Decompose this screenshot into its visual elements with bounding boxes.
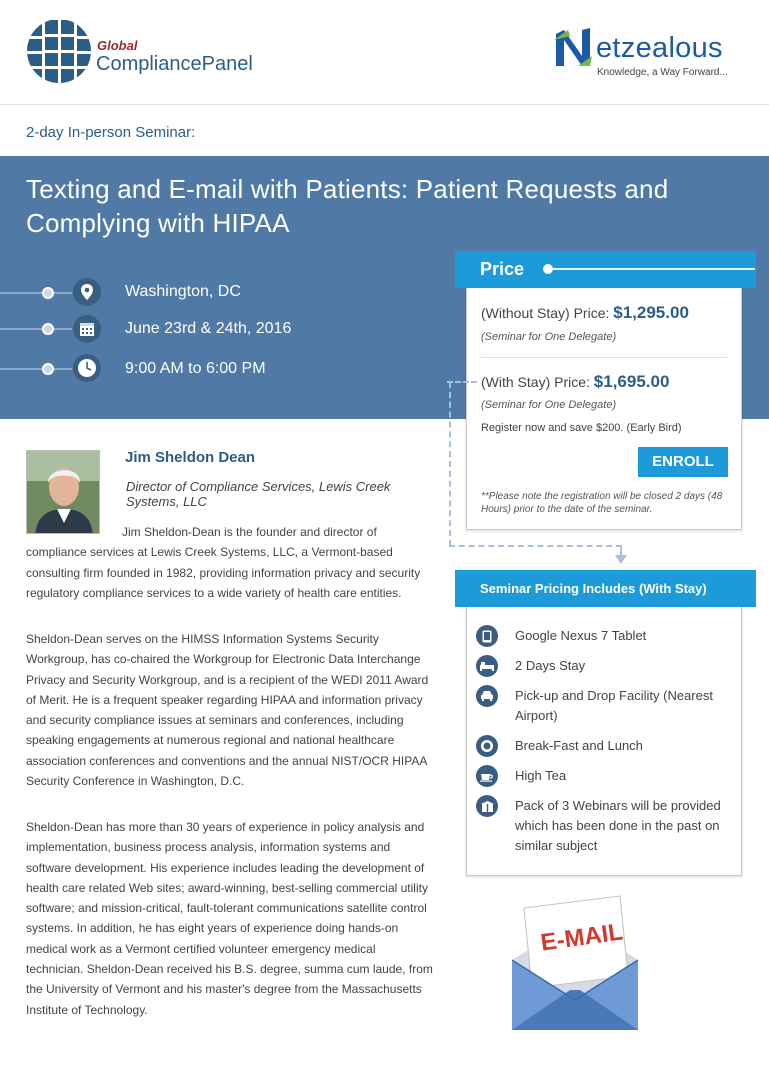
price-without-stay bbox=[481, 303, 689, 323]
early-bird-note: Register now and save $200. (Early Bird) bbox=[481, 422, 682, 434]
dashed-connector bbox=[449, 545, 622, 547]
email-envelope-icon bbox=[500, 890, 650, 1040]
info-dot bbox=[42, 287, 54, 299]
tablet-icon bbox=[476, 625, 498, 647]
registration-closing-note: **Please note the registration will be closed 2 days (48 Hours) prior to the date of the seminar. bbox=[481, 491, 723, 515]
event-date: June 23rd & 24th, 2016 bbox=[125, 320, 292, 337]
price-without-stay-amount: $1,295.00 bbox=[613, 303, 689, 322]
netzealous-logo-icon bbox=[552, 26, 594, 70]
tea-icon bbox=[476, 765, 498, 787]
arrow-down-icon bbox=[615, 555, 627, 564]
speaker-role: Director of Compliance Services, Lewis Creek Systems, LLC bbox=[126, 479, 391, 509]
include-item-label: Google Nexus 7 Tablet bbox=[515, 628, 647, 643]
dashed-connector bbox=[449, 382, 451, 546]
page-title: Texting and E-mail with Patients: Patient Requests and Complying with HIPAA bbox=[26, 174, 669, 238]
info-dot bbox=[42, 323, 54, 335]
price-with-stay bbox=[481, 372, 669, 392]
event-time: 9:00 AM to 6:00 PM bbox=[125, 360, 266, 377]
pricing-includes-header bbox=[455, 570, 756, 607]
clock-icon bbox=[73, 354, 101, 382]
page-header bbox=[0, 0, 769, 105]
enroll-button[interactable]: ENROLL bbox=[638, 447, 728, 477]
price-with-stay-note: (Seminar for One Delegate) bbox=[481, 399, 617, 411]
pricing-includes-heading: Seminar Pricing Includes (With Stay) bbox=[480, 581, 707, 596]
netzealous-logo-text: etzealous bbox=[596, 32, 723, 64]
speaker-name: Jim Sheldon Dean bbox=[125, 449, 256, 466]
price-divider bbox=[481, 357, 727, 358]
bed-icon bbox=[476, 655, 498, 677]
logo-compliance-panel-text: CompliancePanel bbox=[96, 53, 253, 75]
price-with-stay-amount: $1,695.00 bbox=[593, 372, 670, 391]
calendar-icon bbox=[73, 315, 101, 343]
location-pin-icon bbox=[73, 278, 101, 306]
include-item-label: Pick-up and Drop Facility (Nearest Airport) bbox=[515, 688, 713, 723]
price-header-dot bbox=[543, 264, 553, 274]
include-item-label: High Tea bbox=[515, 768, 567, 783]
price-without-stay-note: (Seminar for One Delegate) bbox=[481, 331, 617, 343]
price-without-stay-label: (Without Stay) Price: bbox=[481, 305, 610, 321]
price-with-stay-label: (With Stay) Price: bbox=[481, 374, 590, 390]
logo-global-text: Global bbox=[97, 38, 138, 53]
car-icon bbox=[476, 685, 498, 707]
info-connector bbox=[0, 292, 72, 294]
plate-icon bbox=[476, 735, 498, 757]
netzealous-tagline: Knowledge, a Way Forward... bbox=[597, 67, 728, 78]
info-dot bbox=[42, 363, 54, 375]
bio-text: Jim Sheldon-Dean is the founder and director of compliance services at Lewis Creek Systems, LLC, a Vermont-based consulting firm founded in 1982, providing information privacy and security regulatory compliance services to a wide variety of health care entities. bbox=[26, 525, 421, 600]
event-location: Washington, DC bbox=[125, 283, 241, 300]
globe-logo-icon bbox=[26, 18, 92, 84]
info-connector bbox=[0, 328, 72, 330]
seminar-type: 2-day In-person Seminar: bbox=[26, 124, 196, 141]
include-item-label: 2 Days Stay bbox=[515, 658, 586, 673]
dashed-connector bbox=[447, 381, 477, 383]
speaker-bio-paragraph: Sheldon-Dean serves on the HIMSS Information Systems Security Workgroup, has co-chaired the Workgroup for Electronic Data Interchange Privacy and Security Workgroup, and is a recipient of the WEDI 2011 Award of Merit. He is a frequent speaker regarding HIPAA and information privacy and security compliance issues at seminars and conferences, including speaking engagements at numerous regional and national healthcare association conferences and conventions and the annual NIST/OCR HIPAA Security Conference in Washington, D.C. bbox=[26, 632, 429, 789]
include-item-label: Pack of 3 Webinars will be provided which has been done in the past on similar subject bbox=[515, 798, 721, 853]
box-icon bbox=[476, 795, 498, 817]
include-item-label: Break-Fast and Lunch bbox=[515, 738, 643, 753]
price-header bbox=[455, 251, 756, 288]
price-heading: Price bbox=[480, 259, 525, 279]
speaker-bio-paragraph bbox=[26, 522, 436, 603]
info-connector bbox=[0, 368, 72, 370]
price-header-line bbox=[545, 268, 755, 270]
email-label: E-MAIL bbox=[538, 918, 625, 957]
speaker-bio-paragraph: Sheldon-Dean has more than 30 years of experience in policy analysis and implementation, business process analysis, information systems and software development. His experience includes leading the development of health care related Web sites; award-winning, best-selling commercial utility software; and mission-critical, fault-tolerant communications satellite control systems. In addition, he has eight years of experience doing hands-on medical work as a Vermont certified volunteer emergency medical technician. Sheldon-Dean received his B.S. degree, summa cum laude, from the University of Vermont and his master's degree from the Massachusetts Institute of Technology. bbox=[26, 820, 433, 1017]
